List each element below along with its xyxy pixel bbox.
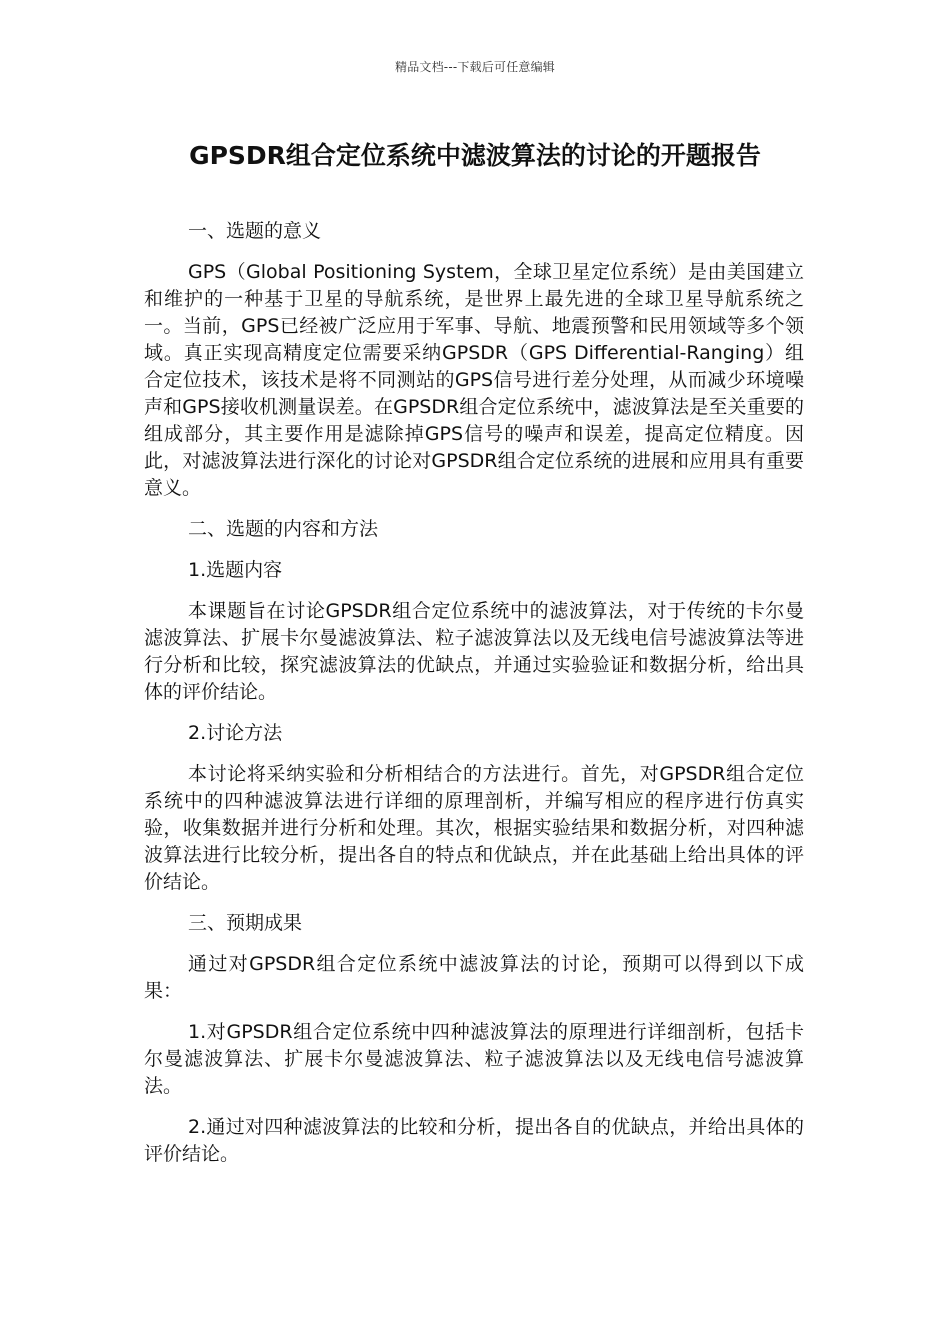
section-heading-significance: 一、选题的意义 bbox=[188, 220, 322, 242]
document-title: GPSDR组合定位系统中滤波算法的讨论的开题报告 bbox=[189, 141, 761, 170]
paragraph-topic-content: 本课题旨在讨论GPSDR组合定位系统中的滤波算法，对于传统的卡尔曼滤波算法、扩展卡尔曼滤波算法、粒子滤波算法以及无线电信号滤波算法等进行分析和比较，探究滤波算法的优缺点，并通过实验验证和数据分析，给出具体的评价结论。 bbox=[144, 600, 804, 703]
subheading-topic-content: 1.选题内容 bbox=[188, 559, 283, 581]
paragraph-research-method: 本讨论将采纳实验和分析相结合的方法进行。首先，对GPSDR组合定位系统中的四种滤波算法进行详细的原理剖析，并编写相应的程序进行仿真实验，收集数据并进行分析和处理。其次，根据实验结果和数据分析，对四种滤波算法进行比较分析，提出各自的特点和优缺点，并在此基础上给出具体的评价结论。 bbox=[144, 763, 804, 893]
section-heading-expected-results: 三、预期成果 bbox=[188, 912, 303, 934]
subheading-research-method: 2.讨论方法 bbox=[188, 722, 283, 744]
section-heading-content-method: 二、选题的内容和方法 bbox=[188, 518, 379, 540]
document-body bbox=[144, 218, 804, 1182]
list-item-expected-1: 1.对GPSDR组合定位系统中四种滤波算法的原理进行详细剖析，包括卡尔曼滤波算法、扩展卡尔曼滤波算法、粒子滤波算法以及无线电信号滤波算法。 bbox=[144, 1021, 804, 1097]
list-item-expected-2: 2.通过对四种滤波算法的比较和分析，提出各自的优缺点，并给出具体的评价结论。 bbox=[144, 1116, 804, 1165]
paragraph-expected-intro: 通过对GPSDR组合定位系统中滤波算法的讨论，预期可以得到以下成果： bbox=[144, 953, 804, 1002]
paragraph-significance: GPS（Global Positioning System，全球卫星定位系统）是由美国建立和维护的一种基于卫星的导航系统，是世界上最先进的全球卫星导航系统之一。当前，GPS已经被广泛应用于军事、导航、地震预警和民用领域等多个领域。真正实现高精度定位需要采纳GPSDR（GPS Differential-Ranging）组合定位技术，该技术是将不同测站的GPS信号进行差分处理，从而减少环境噪声和GPS接收机测量误差。在GPSDR组合定位系统中，滤波算法是至关重要的组成部分，其主要作用是滤除掉GPS信号的噪声和误差，提高定位精度。因此，对滤波算法进行深化的讨论对GPSDR组合定位系统的进展和应用具有重要意义。 bbox=[144, 261, 804, 499]
header-note: 精品文档---下载后可任意编辑 bbox=[395, 60, 555, 74]
